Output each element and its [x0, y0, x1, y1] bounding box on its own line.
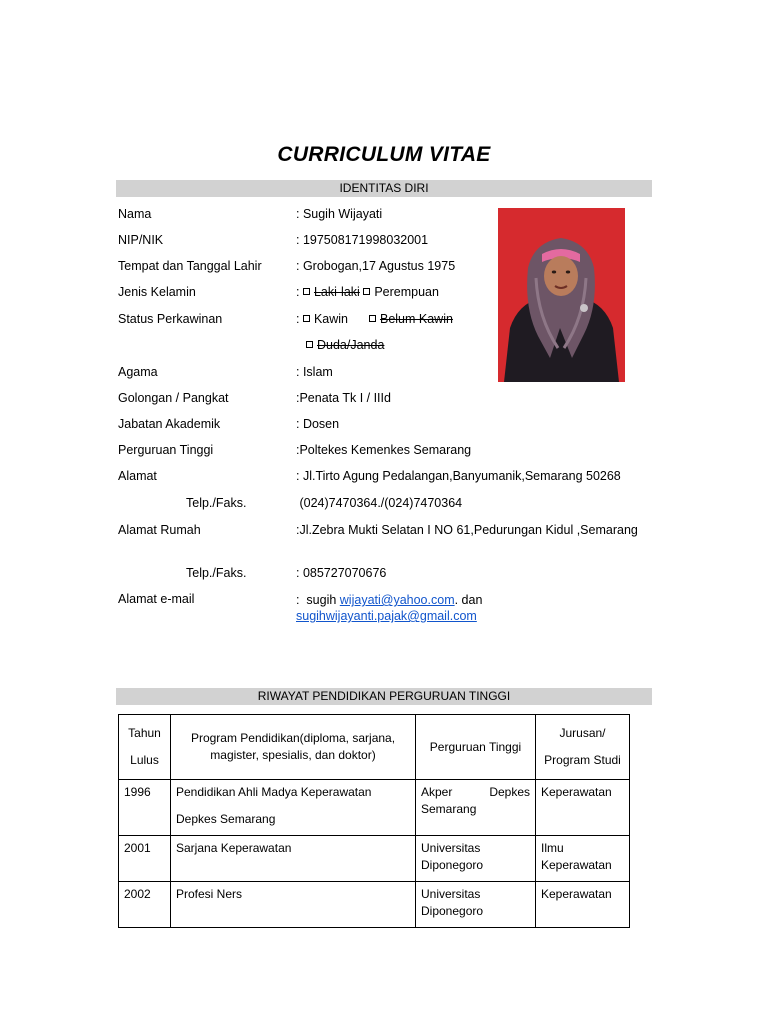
table-row [119, 780, 630, 836]
header-jurusan: Jurusan/ Program Studi [536, 715, 630, 780]
checkbox-icon [369, 315, 376, 322]
table-header-row [119, 715, 630, 780]
cell-jurusan: Keperawatan [536, 882, 630, 928]
page-title: CURRICULUM VITAE [277, 143, 491, 166]
cell-tahun: 1996 [119, 780, 171, 836]
value-ttl: : Grobogan,17 Agustus 1975 [296, 259, 456, 273]
section-header-identity: IDENTITAS DIRI [116, 180, 652, 197]
label-jabatan: Jabatan Akademik [118, 417, 221, 431]
value-golongan: :Penata Tk I / IIId [296, 391, 391, 405]
value-status-line2 [306, 338, 384, 352]
email-prefix: : sugih [296, 593, 340, 607]
email-separator: . dan [454, 593, 483, 607]
label-jenis-kelamin: Jenis Kelamin [118, 285, 196, 299]
checkbox-icon [363, 288, 370, 295]
status-prefix: : [296, 312, 300, 326]
header-program: Program Pendidikan(diploma, sarjana, magister, spesialis, dan doktor) [171, 715, 416, 780]
cell-program: Profesi Ners [171, 882, 416, 928]
value-status [296, 312, 453, 326]
value-perguruan-tinggi: :Poltekes Kemenkes Semarang [296, 443, 472, 457]
label-telp-rumah: Telp./Faks. [186, 566, 247, 580]
header-perguruan-tinggi: Perguruan Tinggi [416, 715, 536, 780]
value-nama: : Sugih Wijayati [296, 207, 383, 221]
cell-program: Pendidikan Ahli Madya Keperawatan Depkes Semarang [171, 780, 416, 836]
table-row [119, 882, 630, 928]
label-status: Status Perkawinan [118, 312, 223, 326]
label-agama: Agama [118, 365, 158, 379]
cell-perguruan-tinggi: Universitas Diponegoro [416, 882, 536, 928]
education-table [118, 714, 630, 928]
option-perempuan: Perempuan [374, 285, 439, 299]
label-alamat-rumah: Alamat Rumah [118, 523, 201, 537]
profile-photo [498, 208, 625, 382]
label-email: Alamat e-mail [118, 592, 195, 606]
value-email [296, 592, 482, 624]
label-alamat: Alamat [118, 469, 157, 483]
label-nip: NIP/NIK [118, 233, 164, 247]
checkbox-icon [303, 315, 310, 322]
cell-tahun: 2001 [119, 836, 171, 882]
email-link-yahoo[interactable]: wijayati@yahoo.com [339, 593, 455, 607]
option-belum-kawin: Belum Kawin [379, 312, 453, 326]
checkbox-icon [303, 288, 310, 295]
section-header-education: RIWAYAT PENDIDIKAN PERGURUAN TINGGI [116, 688, 652, 705]
value-jabatan: : Dosen [296, 417, 340, 431]
option-duda-janda: Duda/Janda [317, 338, 385, 352]
value-telp-kantor: (024)7470364./(024)7470364 [296, 496, 463, 510]
person-photo-icon [498, 208, 625, 382]
value-telp-rumah: : 085727070676 [296, 566, 387, 580]
table-row [119, 836, 630, 882]
option-kawin: Kawin [313, 312, 349, 326]
value-alamat-rumah: :Jl.Zebra Mukti Selatan I NO 61,Pedurungan Kidul ,Semarang [296, 523, 638, 537]
checkbox-icon [306, 341, 313, 348]
email-link-gmail[interactable]: sugihwijayanti.pajak@gmail.com [296, 609, 477, 623]
cell-perguruan-tinggi: Akper Depkes Semarang [416, 780, 536, 836]
value-agama: : Islam [296, 365, 333, 379]
jk-prefix: : [296, 285, 300, 299]
header-tahun-lulus: Tahun Lulus [119, 715, 171, 780]
cell-jurusan: Ilmu Keperawatan [536, 836, 630, 882]
label-telp-kantor: Telp./Faks. [186, 496, 247, 510]
option-laki-laki: Laki-laki [313, 285, 360, 299]
label-nama: Nama [118, 207, 152, 221]
cell-program: Sarjana Keperawatan [171, 836, 416, 882]
cell-tahun: 2002 [119, 882, 171, 928]
cell-jurusan: Keperawatan [536, 780, 630, 836]
label-ttl: Tempat dan Tanggal Lahir [118, 259, 262, 273]
value-jenis-kelamin [296, 285, 439, 299]
value-nip: : 197508171998032001 [296, 233, 429, 247]
value-alamat: : Jl.Tirto Agung Pedalangan,Banyumanik,Semarang 50268 [296, 469, 621, 483]
cell-perguruan-tinggi: Universitas Diponegoro [416, 836, 536, 882]
label-perguruan-tinggi: Perguruan Tinggi [118, 443, 214, 457]
label-golongan: Golongan / Pangkat [118, 391, 229, 405]
